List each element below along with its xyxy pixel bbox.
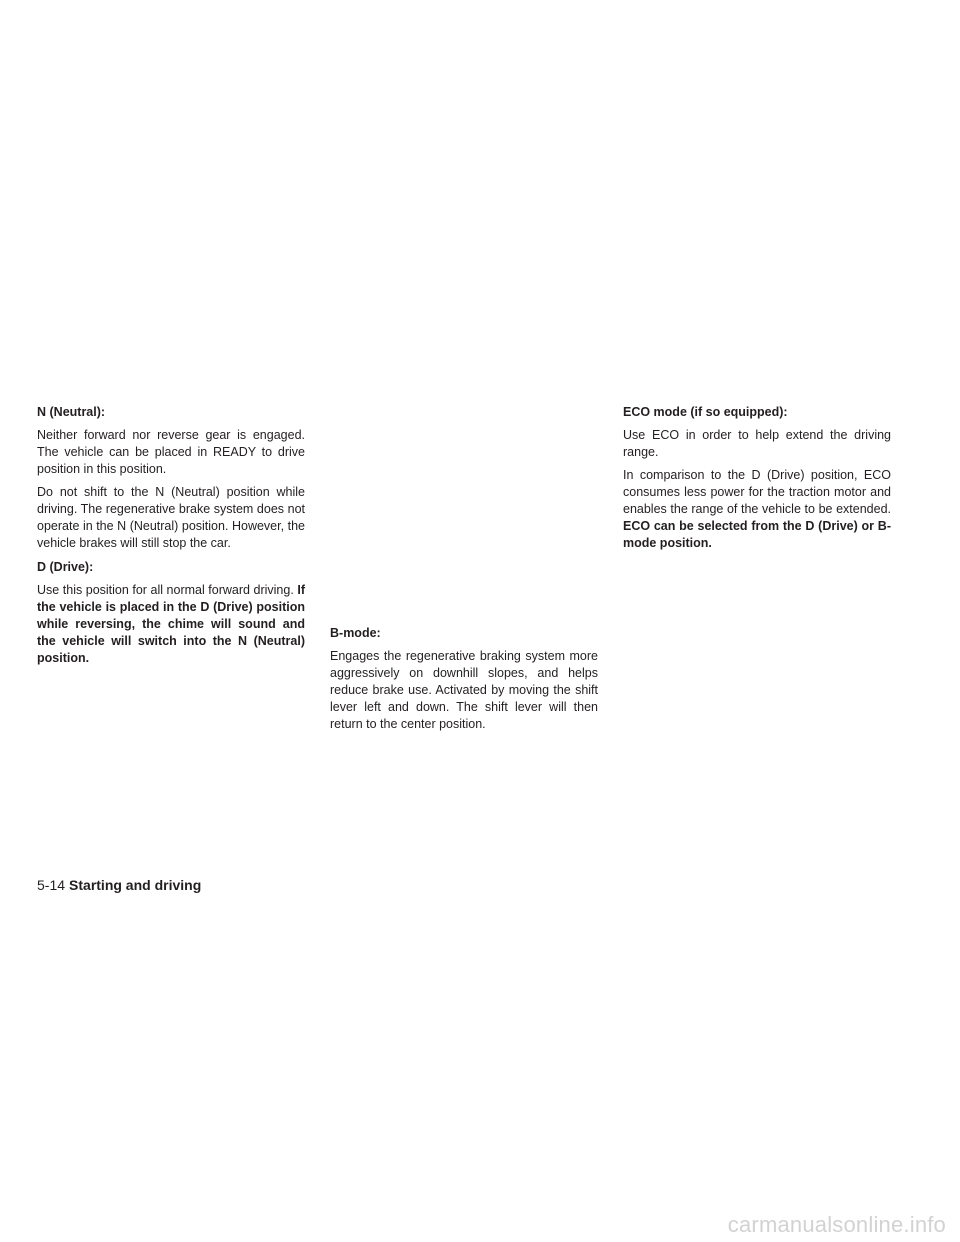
eco-heading: ECO mode (if so equipped):	[623, 405, 788, 419]
drive-heading: D (Drive):	[37, 560, 94, 574]
watermark: carmanualsonline.info	[727, 1212, 946, 1237]
neutral-paragraph-2: Do not shift to the N (Neutral) position while driving. The regenerative brake system does not operate in the N (Neutral) position. However, the vehicle brakes will still stop the car.	[37, 485, 305, 550]
right-column	[623, 403, 891, 558]
left-column	[37, 403, 305, 673]
eco-paragraph-2-normal: In comparison to the D (Drive) position, ECO consumes less power for the traction motor and enables the range of the vehicle to be extended.	[623, 468, 891, 516]
drive-paragraph	[37, 582, 305, 667]
page-number: 5-14	[37, 877, 66, 893]
neutral-paragraph-1: Neither forward nor reverse gear is engaged. The vehicle can be placed in READY to drive position in this position.	[37, 428, 305, 476]
page-footer	[37, 876, 201, 894]
neutral-heading: N (Neutral):	[37, 405, 106, 419]
drive-paragraph-normal: Use this position for all normal forward driving.	[37, 583, 294, 597]
bmode-heading: B-mode:	[330, 626, 381, 640]
middle-column	[330, 624, 598, 739]
drive-paragraph-bold: If the vehicle is placed in the D (Drive) position while reversing, the chime will sound and the vehicle will switch into the N (Neutral) position.	[37, 583, 305, 665]
eco-paragraph-2	[623, 467, 891, 552]
eco-paragraph-3-bold: ECO can be selected from the D (Drive) or B-mode position.	[623, 519, 891, 550]
bmode-paragraph: Engages the regenerative braking system more aggressively on downhill slopes, and helps reduce brake use. Activated by moving the shift lever left and down. The shift lever will then return to the center position.	[330, 649, 598, 731]
eco-paragraph-1: Use ECO in order to help extend the driving range.	[623, 428, 891, 459]
section-title: Starting and driving	[69, 877, 202, 893]
